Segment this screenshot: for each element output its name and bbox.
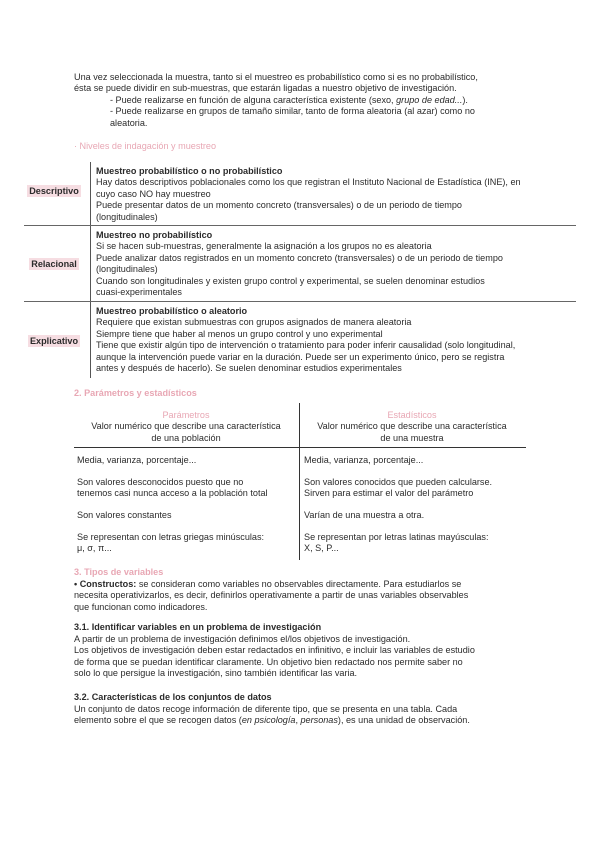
- level-title: Muestreo probabilístico o aleatorio: [96, 306, 248, 316]
- level-line: Hay datos descriptivos poblacionales como los que registran el Instituto Nacional de Estadística (INE), en: [96, 177, 521, 188]
- level-line: cuasi-experimentales: [96, 287, 182, 298]
- level-text: [96, 230, 570, 298]
- intro-bullet-2a: - Puede realizarse en grupos de tamaño similar, tanto de forma aleatoria (al azar) como no: [110, 106, 475, 117]
- stats-cell: Media, varianza, porcentaje...: [304, 455, 424, 465]
- level-line: aunque la intervención puede variar en la duración. Puede ser un experimento único, pero se registra: [96, 351, 505, 362]
- level-tag: Descriptivo: [29, 186, 79, 196]
- level-tag: Relacional: [31, 259, 77, 269]
- level-row-explicativo: [0, 302, 600, 378]
- stats-description: de una muestra: [380, 432, 444, 443]
- level-line: Si se hacen sub-muestras, generalmente la asignación a los grupos no es aleatoria: [96, 241, 432, 252]
- params-description: Valor numérico que describe una característica: [91, 421, 281, 432]
- params-cell: Media, varianza, porcentaje...: [77, 455, 197, 465]
- level-title: Muestreo probabilístico o no probabilístico: [96, 166, 283, 176]
- intro-line-2: ésta se puede dividir en sub-muestras, que estarán ligadas a nuestro objetivo de investigación.: [74, 83, 457, 94]
- params-cell: Se representan con letras griegas minúsculas: μ, σ, π...: [77, 532, 265, 554]
- section-2-heading: 2. Parámetros y estadísticos: [74, 388, 197, 398]
- level-line: Cuando son longitudinales y existen grupo control y experimental, se suelen denominar estudios: [96, 275, 485, 286]
- params-cell: Son valores constantes: [77, 510, 172, 520]
- level-row-relacional: [0, 226, 600, 301]
- level-text: [96, 306, 570, 374]
- stats-title: Estadísticos: [387, 410, 437, 420]
- stats-cell: Varían de una muestra a otra.: [304, 510, 425, 520]
- level-line: Puede presentar datos de un momento concreto (transversales) o de un periodo de tiempo: [96, 200, 462, 211]
- params-cell: Son valores desconocidos puesto que no tenemos casi nunca acceso a la población total: [77, 477, 268, 499]
- stats-cell: Son valores conocidos que pueden calcularse. Sirven para estimar el valor del parámetro: [304, 477, 493, 499]
- params-header-divider: [74, 447, 526, 448]
- level-tag: Explicativo: [29, 336, 78, 346]
- level-line: (longitudinales): [96, 264, 158, 275]
- intro-line-1: Una vez seleccionada la muestra, tanto si el muestreo es probabilístico como si es no probabilístico,: [74, 72, 478, 82]
- level-line: Puede analizar datos registrados en un momento concreto (transversales) o de un periodo de tiempo: [96, 252, 503, 263]
- intro-bullet-1: - Puede realizarse en función de alguna característica existente (sexo, grupo de edad...).: [110, 94, 468, 105]
- section-3-1-heading: 3.1. Identificar variables en un problema de investigación: [74, 622, 322, 632]
- section-3-2-paragraph: Un conjunto de datos recoge información de diferente tipo, que se presenta en una tabla. Cada elemento sobre el que se recogen datos (en psicología, personas), es una unidad de observación.: [74, 704, 470, 726]
- level-vertical-line: [90, 226, 91, 301]
- level-line: Siempre tiene que haber al menos un grupo control y uno experimental: [96, 328, 383, 339]
- section-3-1-paragraph: A partir de un problema de investigación definimos el/los objetivos de investigación. Los objetivos de investigación deben estar redactados en infinitivo, e incluir las variables de estudio de forma que se puedan identificar claramente. Un objetivo bien redactado nos permite saber no solo lo que persigue la investigación, sino también identificar las varia.: [74, 634, 475, 679]
- params-title: Parámetros: [162, 410, 210, 420]
- level-line: Requiere que existan submuestras con grupos asignados de manera aleatoria: [96, 317, 412, 328]
- intro-bullet-2b: aleatoria.: [110, 117, 148, 128]
- stats-description: Valor numérico que describe una característica: [317, 421, 507, 432]
- level-line: (longitudinales): [96, 211, 158, 222]
- section-3-2-heading: 3.2. Características de los conjuntos de datos: [74, 692, 272, 702]
- intro-paragraph: [74, 72, 544, 129]
- level-row-descriptivo: [0, 162, 600, 225]
- levels-heading: · Niveles de indagación y muestreo: [74, 141, 217, 151]
- stats-cell: Se representan por letras latinas mayúsculas: X, S, P...: [304, 532, 489, 554]
- level-line: Tiene que existir algún tipo de intervención o tratamiento para poder inferir causalidad (solo longitudinal,: [96, 340, 516, 351]
- level-text: [96, 166, 570, 223]
- params-left-header: [76, 410, 296, 444]
- level-line: antes y después de hacerlo). Se suelen denominar estudios experimentales: [96, 363, 402, 374]
- constructos-label: • Constructos:: [74, 579, 137, 589]
- level-title: Muestreo no probabilístico: [96, 230, 213, 240]
- stats-right-header: [302, 410, 522, 444]
- params-vertical-line: [299, 403, 300, 560]
- level-vertical-line: [90, 302, 91, 378]
- level-vertical-line: [90, 162, 91, 225]
- params-description: de una población: [151, 432, 221, 443]
- section-3-heading: 3. Tipos de variables: [74, 567, 164, 577]
- constructos-paragraph: • Constructos: se consideran como variables no observables directamente. Para estudiarlos se necesita operativizarlos, es decir, definirlos operativamente a partir de unas variables observables que funcionan como indicadores.: [74, 579, 469, 612]
- level-line: cuyo caso NO hay muestreo: [96, 188, 211, 199]
